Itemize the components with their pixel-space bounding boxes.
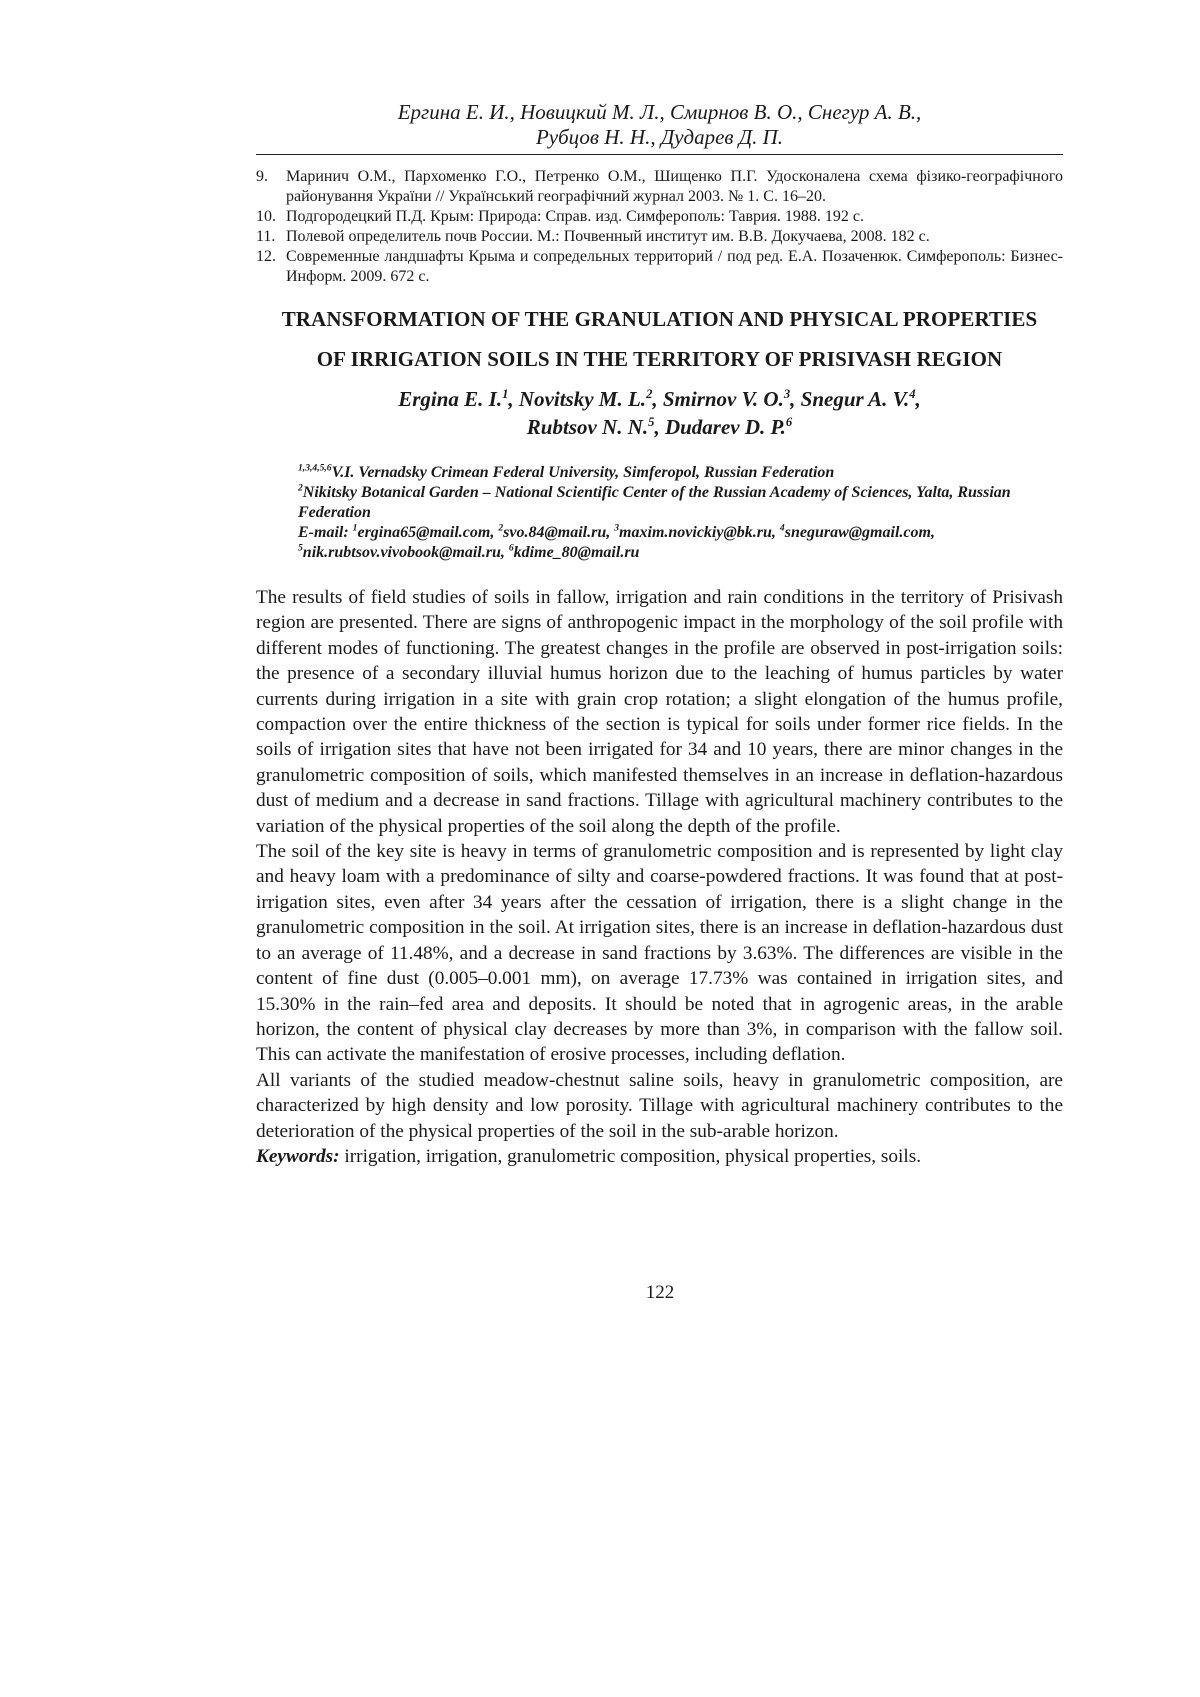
reference-item <box>256 227 1063 247</box>
reference-item <box>256 167 1063 207</box>
affiliation-text: Nikitsky Botanical Garden – National Scientific Center of the Russian Academy of Sciences, Yalta, Russian Federation <box>298 484 1011 521</box>
affiliation-1 <box>298 463 1063 483</box>
author-name: Dudarev D. P. <box>665 415 786 439</box>
author-name: Novitsky M. L. <box>519 387 646 411</box>
reference-text: Полевой определитель почв России. М.: Почвенный институт им. В.В. Докучаева, 2008. 182 с. <box>286 228 930 245</box>
affiliation-2 <box>298 483 1063 523</box>
reference-number: 10. <box>256 207 276 227</box>
email-address: svo.84@mail.ru, <box>503 524 614 541</box>
email-line <box>298 523 1063 563</box>
reference-list <box>256 167 1063 287</box>
author-name: Rubtsov N. N. <box>527 415 648 439</box>
reference-number: 11. <box>256 227 275 247</box>
abstract-paragraph-3: All variants of the studied meadow-chestnut saline soils, heavy in granulometric composition, are characterized by high density and low porosity. Tillage with agricultural machinery contributes to the deterioration of the physical properties of the soil in the sub-arable horizon. <box>256 1068 1063 1144</box>
reference-number: 9. <box>256 167 268 187</box>
running-header-line-2: Рубцов Н. Н., Дударев Д. П. <box>256 125 1063 150</box>
email-label: E-mail: <box>298 524 353 541</box>
author-affil-sup: 4 <box>909 387 915 401</box>
author-name: Ergina E. I. <box>398 387 502 411</box>
article-title-line-1: TRANSFORMATION OF THE GRANULATION AND PHYSICAL PROPERTIES <box>256 299 1063 339</box>
running-header <box>256 100 1063 155</box>
reference-item <box>256 207 1063 227</box>
email-sup: 2 <box>498 523 503 534</box>
email-sup: 6 <box>509 543 514 554</box>
email-address: ergina65@mail.com, <box>357 524 498 541</box>
affiliation-sup: 2 <box>298 483 303 494</box>
affiliations <box>298 463 1063 563</box>
keywords-text: irrigation, irrigation, granulometric composition, physical properties, soils. <box>340 1146 922 1167</box>
reference-text: Современные ландшафты Крыма и сопредельных территорий / под ред. Е.А. Позаченюк. Симферополь: Бизнес-Информ. 2009. 672 с. <box>286 248 1063 285</box>
author-affil-sup: 3 <box>784 387 790 401</box>
author-name: Snegur A. V. <box>801 387 910 411</box>
keywords <box>256 1144 1063 1169</box>
email-sup: 1 <box>353 523 358 534</box>
author-line-2: Rubtsov N. N.5, Dudarev D. P.6 <box>256 413 1063 441</box>
page <box>256 100 1063 1169</box>
author-affil-sup: 5 <box>648 415 654 429</box>
reference-text: Подгородецкий П.Д. Крым: Природа: Справ. изд. Симферополь: Таврия. 1988. 192 с. <box>286 208 864 225</box>
author-affil-sup: 2 <box>646 387 652 401</box>
reference-number: 12. <box>256 247 276 267</box>
author-name: Smirnov V. O. <box>663 387 784 411</box>
email-sup: 5 <box>298 543 303 554</box>
reference-item <box>256 247 1063 287</box>
email-address: nik.rubtsov.vivobook@mail.ru, <box>303 544 509 561</box>
author-line-1: Ergina E. I.1, Novitsky M. L.2, Smirnov V. O.3, Snegur A. V.4, <box>256 385 1063 413</box>
email-sup: 3 <box>614 523 619 534</box>
email-sup: 4 <box>780 523 785 534</box>
abstract <box>256 585 1063 1169</box>
affiliation-text: V.I. Vernadsky Crimean Federal University, Simferopol, Russian Federation <box>332 464 835 481</box>
running-header-line-1: Ергина Е. И., Новицкий М. Л., Смирнов В. О., Снегур А. В., <box>256 100 1063 125</box>
email-address: sneguraw@gmail.com, <box>785 524 935 541</box>
article-title-line-2: OF IRRIGATION SOILS IN THE TERRITORY OF PRISIVASH REGION <box>256 339 1063 379</box>
email-address: maxim.novickiy@bk.ru, <box>619 524 780 541</box>
email-address: kdime_80@mail.ru <box>514 544 640 561</box>
affiliation-sup: 1,3,4,5,6 <box>298 463 332 474</box>
abstract-paragraph-2: The soil of the key site is heavy in terms of granulometric composition and is represented by light clay and heavy loam with a predominance of silty and coarse-powdered fractions. It was found that at post-irrigation sites, even after 34 years after the cessation of irrigation, there is a slight change in the granulometric composition in the soil. At irrigation sites, there is an increase in deflation-hazardous dust to an average of 11.48%, and a decrease in sand fractions by 3.63%. The differences are visible in the content of fine dust (0.005–0.001 mm), on average 17.73% was contained in irrigation sites, and 15.30% in the rain–fed area and deposits. It should be noted that in agrogenic areas, in the arable horizon, the content of physical clay decreases by more than 3%, in comparison with the fallow soil. This can activate the manifestation of erosive processes, including deflation. <box>256 839 1063 1068</box>
page-number: 122 <box>0 1282 1200 1304</box>
author-affil-sup: 1 <box>502 387 508 401</box>
abstract-paragraph-1: The results of field studies of soils in fallow, irrigation and rain conditions in the territory of Prisivash region are presented. There are signs of anthropogenic impact in the morphology of the soil profile with different modes of functioning. The greatest changes in the profile are observed in post-irrigation soils: the presence of a secondary illuvial humus horizon due to the leaching of humus particles by water currents during irrigation in a site with grain crop rotation; a slight elongation of the humus profile, compaction over the entire thickness of the section is typical for soils under former rice fields. In the soils of irrigation sites that have not been irrigated for 34 and 10 years, there are minor changes in the granulometric composition of soils, which manifested themselves in an increase in deflation-hazardous dust of medium and a decrease in sand fractions. Tillage with agricultural machinery contributes to the variation of the physical properties of the soil along the depth of the profile. <box>256 585 1063 839</box>
author-affil-sup: 6 <box>786 415 792 429</box>
keywords-label: Keywords: <box>256 1146 340 1167</box>
reference-text: Маринич О.М., Пархоменко Г.О., Петренко О.М., Шищенко П.Г. Удосконалена схема фізико-географічного районування України // Український географічний журнал 2003. № 1. С. 16–20. <box>286 168 1063 205</box>
author-list <box>256 385 1063 441</box>
article-title <box>256 299 1063 379</box>
